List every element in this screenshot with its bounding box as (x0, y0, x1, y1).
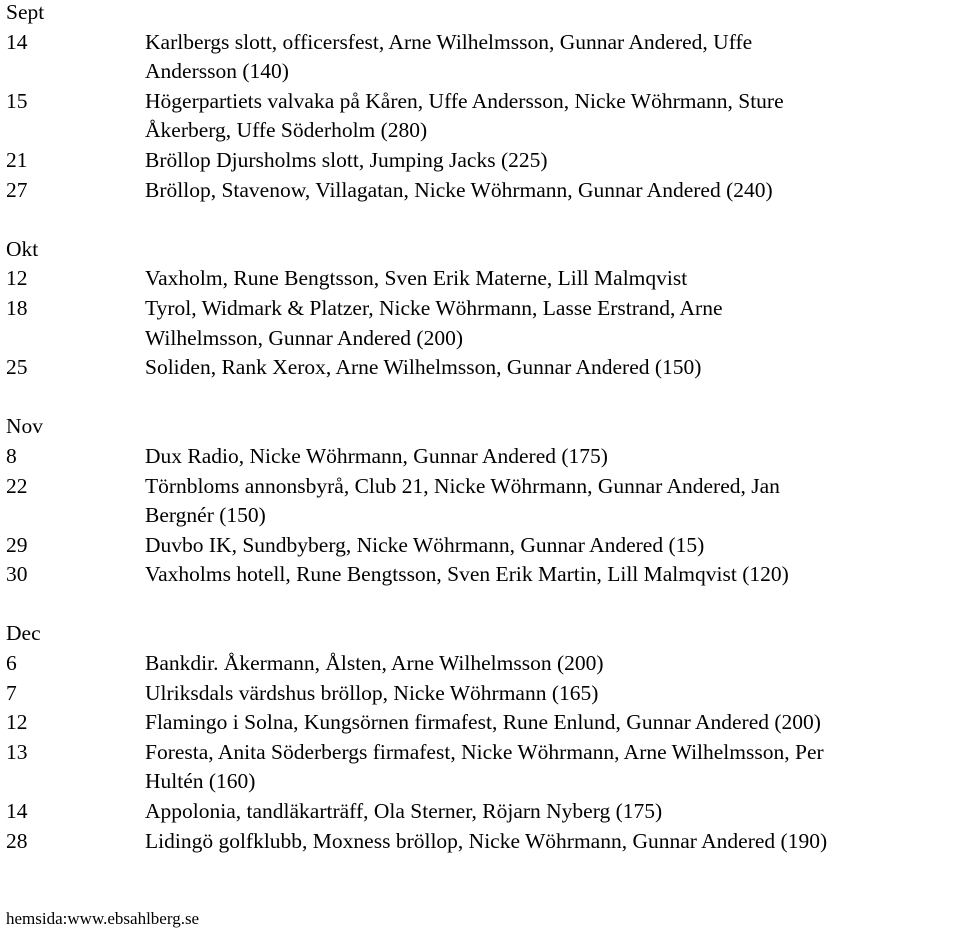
entry-description (145, 353, 956, 383)
entry-line: Vaxholms hotell, Rune Bengtsson, Sven Erik Martin, Lill Malmqvist (120) (145, 562, 789, 587)
list-item (6, 442, 956, 472)
entry-day: 12 (6, 266, 28, 291)
footer-url: www.ebsahlberg.se (67, 909, 200, 928)
entry-description (145, 827, 956, 857)
entry-line: Vaxholm, Rune Bengtsson, Sven Erik Materne, Lill Malmqvist (145, 266, 688, 291)
entry-line: Karlbergs slott, officersfest, Arne Wilhelmsson, Gunnar Andered, Uffe (145, 29, 753, 54)
footer-label: hemsida: (6, 909, 68, 928)
entry-description (145, 679, 956, 709)
entry-day: 25 (6, 355, 28, 380)
list-item (6, 264, 956, 294)
entry-line: Bankdir. Åkermann, Ålsten, Arne Wilhelmsson (200) (145, 651, 604, 676)
entry-description (145, 87, 956, 146)
entry-line: Appolonia, tandläkarträff, Ola Sterner, Röjarn Nyberg (175) (145, 799, 663, 824)
entry-day: 30 (6, 562, 28, 587)
entry-day: 14 (6, 29, 28, 54)
entry-description (145, 738, 956, 797)
entry-line: Andersson (140) (145, 59, 289, 84)
entry-day: 12 (6, 710, 28, 735)
entry-line: Soliden, Rank Xerox, Arne Wilhelmsson, Gunnar Andered (150) (145, 355, 702, 380)
entry-day: 14 (6, 799, 28, 824)
list-item (6, 353, 956, 383)
entry-description (145, 560, 956, 590)
list-item (6, 708, 956, 738)
entry-line: Foresta, Anita Söderbergs firmafest, Nicke Wöhrmann, Arne Wilhelmsson, Per (145, 739, 824, 764)
entry-line: Högerpartiets valvaka på Kåren, Uffe Andersson, Nicke Wöhrmann, Sture (145, 88, 784, 113)
entry-day: 13 (6, 739, 28, 764)
entry-line: Dux Radio, Nicke Wöhrmann, Gunnar Andered (175) (145, 443, 608, 468)
entry-line: Törnbloms annonsbyrå, Club 21, Nicke Wöhrmann, Gunnar Andered, Jan (145, 473, 780, 498)
list-item (6, 531, 956, 561)
entry-line: Bröllop Djursholms slott, Jumping Jacks (225) (145, 147, 548, 172)
list-item (6, 560, 956, 590)
entry-day: 6 (6, 651, 17, 676)
entry-line: Hultén (160) (145, 769, 256, 794)
month-heading: Nov (6, 414, 44, 439)
entry-description (145, 294, 956, 353)
entry-description (145, 264, 956, 294)
entry-day: 29 (6, 532, 28, 557)
month-block-dec (6, 619, 956, 856)
list-item (6, 176, 956, 206)
month-block-nov (6, 412, 956, 590)
entry-description (145, 708, 956, 738)
list-item (6, 797, 956, 827)
month-block-sept (6, 0, 956, 205)
month-block-okt (6, 235, 956, 383)
entry-day: 21 (6, 147, 28, 172)
entry-line: Wilhelmsson, Gunnar Andered (200) (145, 325, 463, 350)
list-item (6, 146, 956, 176)
list-item (6, 827, 956, 857)
entry-description (145, 146, 956, 176)
entry-line: Flamingo i Solna, Kungsörnen firmafest, Rune Enlund, Gunnar Andered (200) (145, 710, 821, 735)
entry-line: Ulriksdals värdshus bröllop, Nicke Wöhrmann (165) (145, 680, 599, 705)
footer-homepage (6, 908, 199, 930)
list-item (6, 294, 956, 353)
entry-day: 18 (6, 295, 28, 320)
entry-line: Bröllop, Stavenow, Villagatan, Nicke Wöhrmann, Gunnar Andered (240) (145, 177, 773, 202)
entry-line: Lidingö golfklubb, Moxness bröllop, Nicke Wöhrmann, Gunnar Andered (190) (145, 828, 828, 853)
list-item (6, 679, 956, 709)
entry-day: 15 (6, 88, 28, 113)
entry-day: 8 (6, 443, 17, 468)
entry-description (145, 649, 956, 679)
entry-day: 7 (6, 680, 17, 705)
entry-day: 27 (6, 177, 28, 202)
entry-description (145, 176, 956, 206)
entry-description (145, 472, 956, 531)
month-heading: Okt (6, 236, 39, 261)
list-item (6, 87, 956, 146)
gig-list (6, 0, 956, 856)
list-item (6, 28, 956, 87)
entry-day: 28 (6, 828, 28, 853)
entry-line: Åkerberg, Uffe Söderholm (280) (145, 118, 428, 143)
month-heading: Sept (6, 0, 45, 24)
entry-day: 22 (6, 473, 28, 498)
entry-line: Duvbo IK, Sundbyberg, Nicke Wöhrmann, Gunnar Andered (15) (145, 532, 705, 557)
entry-description (145, 531, 956, 561)
entry-line: Bergnér (150) (145, 503, 266, 528)
list-item (6, 472, 956, 531)
list-item (6, 738, 956, 797)
entry-line: Tyrol, Widmark & Platzer, Nicke Wöhrmann, Lasse Erstrand, Arne (145, 295, 723, 320)
month-heading: Dec (6, 621, 41, 646)
entry-description (145, 442, 956, 472)
entry-description (145, 28, 956, 87)
list-item (6, 649, 956, 679)
entry-description (145, 797, 956, 827)
